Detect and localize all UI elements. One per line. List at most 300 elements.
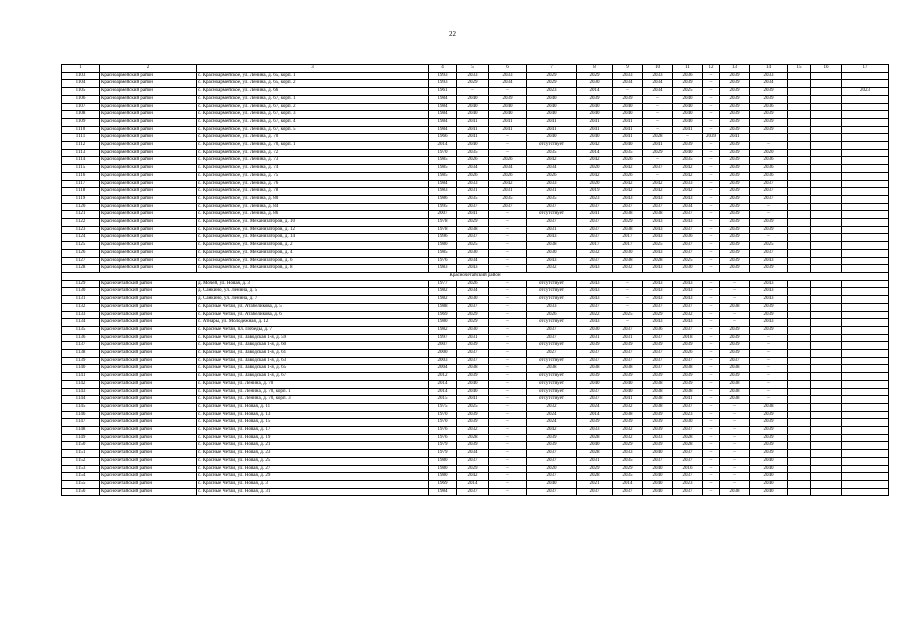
table-cell: 2043 [527, 257, 577, 265]
table-cell [811, 411, 842, 419]
table-cell: 2038 [643, 388, 673, 396]
table-cell: 2040 [750, 457, 788, 465]
table-cell: 2028 [457, 434, 489, 442]
table-cell: 2029 [527, 72, 577, 80]
table-cell: 2040 [577, 442, 613, 450]
table-cell: 2040 [750, 473, 788, 481]
table-cell: 2039 [720, 326, 750, 334]
table-cell: – [720, 442, 750, 450]
table-cell: – [489, 465, 527, 473]
table-cell: 2041 [527, 118, 577, 126]
table-cell: 2038 [577, 365, 613, 373]
table-cell: Красноармейский район [100, 157, 197, 165]
table-cell: Красночетайский район [100, 296, 197, 304]
table-row [62, 350, 889, 358]
table-cell: 2034 [527, 165, 577, 173]
table-cell: 2043 [527, 234, 577, 242]
table-cell [788, 319, 811, 327]
table-cell: 2037 [673, 450, 703, 458]
table-cell: 2038 [527, 242, 577, 250]
table-cell: 2038 [613, 365, 643, 373]
table-cell: 2039 [750, 326, 788, 334]
table-cell: 1979 [429, 442, 457, 450]
table-row [62, 195, 889, 203]
table-cell: 2036 [750, 157, 788, 165]
table-row [62, 242, 889, 250]
table-cell: 1106 [62, 95, 100, 103]
table-cell: 2039 [750, 434, 788, 442]
table-cell [811, 380, 842, 388]
table-cell: 2037 [457, 457, 489, 465]
table-cell: с. Красноармейское, ул. Ленина, д. 67, корп. 4 [197, 118, 429, 126]
table-row [62, 411, 889, 419]
table-cell [788, 80, 811, 88]
table-cell: 2039 [577, 342, 613, 350]
table-cell: 2041 [527, 126, 577, 134]
table-row [62, 203, 889, 211]
table-cell: с. Красные Четаи, ул. Новая, д. 29 [197, 473, 429, 481]
table-cell [788, 234, 811, 242]
table-cell: – [673, 134, 703, 142]
table-cell: с. Красноармейское, ул. Ленина, д. 65, корп. 1 [197, 72, 429, 80]
table-cell: 1118 [62, 188, 100, 196]
table-cell: с. Красные Четаи, ул. Новая, д. 13 [197, 411, 429, 419]
table-cell: 2032 [527, 265, 577, 273]
table-cell [788, 88, 811, 96]
table-cell: – [720, 411, 750, 419]
table-cell: с. Красные Четаи, ул. Заводская 1-я, д. 63 [197, 357, 429, 365]
table-cell: 2037 [643, 303, 673, 311]
table-cell: 2023 [842, 88, 889, 96]
table-cell: 2038 [613, 211, 643, 219]
section-title: Красночетайский район [62, 272, 889, 280]
table-cell: 1996 [429, 234, 457, 242]
table-cell: 1969 [429, 311, 457, 319]
table-cell [842, 319, 889, 327]
table-cell: 2034 [673, 203, 703, 211]
table-cell: 1115 [62, 165, 100, 173]
table-cell: 1132 [62, 303, 100, 311]
table-cell [788, 380, 811, 388]
table-cell: Красноармейский район [100, 95, 197, 103]
table-cell: 2039 [750, 303, 788, 311]
table-cell: с. Красноармейское, ул. Ленина, д. 74 [197, 165, 429, 173]
table-row [62, 149, 889, 157]
table-cell: 2035 [673, 157, 703, 165]
table-cell: – [703, 319, 720, 327]
table-cell [788, 326, 811, 334]
table-cell: – [703, 80, 720, 88]
table-cell: 2007 [429, 342, 457, 350]
table-cell: 2037 [673, 473, 703, 481]
column-number-cell: 3 [197, 65, 429, 73]
table-cell: 2034 [643, 80, 673, 88]
table-cell: 2041 [720, 134, 750, 142]
table-cell: 2037 [613, 350, 643, 358]
table-cell: с. Красноармейское, ул. Ленина, д. 86 [197, 211, 429, 219]
table-cell [842, 311, 889, 319]
table-cell: 2028 [577, 450, 613, 458]
table-cell: 2034 [457, 165, 489, 173]
table-cell: с. Красноармейское, ул. Ленина, д. 84 [197, 203, 429, 211]
table-cell: 2003 [429, 357, 457, 365]
table-cell [811, 311, 842, 319]
table-row [62, 465, 889, 473]
table-cell [842, 211, 889, 219]
table-cell: 2037 [750, 249, 788, 257]
table-cell: – [489, 334, 527, 342]
table-cell: 2040 [673, 118, 703, 126]
table-row [62, 165, 889, 173]
table-cell [842, 473, 889, 481]
table-cell: – [703, 388, 720, 396]
table-cell: 1982 [429, 288, 457, 296]
table-cell: 2039 [613, 95, 643, 103]
table-cell: 2039 [750, 442, 788, 450]
table-cell: 2038 [613, 226, 643, 234]
table-cell: 2039 [613, 373, 643, 381]
table-cell: – [703, 419, 720, 427]
table-cell: 2037 [643, 203, 673, 211]
table-cell: 1975 [429, 403, 457, 411]
table-cell: 2039 [750, 219, 788, 227]
table-cell [811, 280, 842, 288]
table-cell: 2038 [720, 303, 750, 311]
table-cell: 2037 [613, 488, 643, 496]
table-cell: 2042 [643, 188, 673, 196]
table-cell: 2037 [489, 203, 527, 211]
table-cell: – [750, 357, 788, 365]
table-cell: 2004 [429, 365, 457, 373]
table-cell: Красночетайский район [100, 350, 197, 358]
table-cell: 1984 [429, 118, 457, 126]
table-cell: – [703, 357, 720, 365]
table-cell: 2039 [750, 126, 788, 134]
table-cell: 2023 [673, 480, 703, 488]
table-cell: 1122 [62, 219, 100, 227]
table-cell: – [750, 342, 788, 350]
table-cell: 2014 [577, 411, 613, 419]
table-cell: 2040 [673, 95, 703, 103]
table-cell: Красночетайский район [100, 373, 197, 381]
table-cell: 2014 [429, 142, 457, 150]
table-cell: с. Красноармейское, ул. Механизаторов, д. 14 [197, 234, 429, 242]
table-cell: 2042 [673, 165, 703, 173]
table-cell: – [750, 203, 788, 211]
table-cell: 2042 [613, 180, 643, 188]
table-cell: 2037 [457, 488, 489, 496]
table-row [62, 319, 889, 327]
table-cell: Красночетайский район [100, 473, 197, 481]
table-cell: 1141 [62, 373, 100, 381]
table-cell: 2035 [613, 149, 643, 157]
table-cell: 2039 [720, 111, 750, 119]
table-cell: 2038 [750, 403, 788, 411]
table-cell: 2020 [527, 465, 577, 473]
table-cell [842, 226, 889, 234]
table-cell: отсутствует [527, 211, 577, 219]
table-cell: – [703, 165, 720, 173]
table-cell [788, 157, 811, 165]
table-cell: 2028 [673, 434, 703, 442]
table-cell: 2039 [457, 411, 489, 419]
table-cell [811, 142, 842, 150]
table-cell: – [613, 319, 643, 327]
table-cell: 2039 [577, 95, 613, 103]
table-cell: 2039 [720, 126, 750, 134]
table-cell: – [720, 296, 750, 304]
table-cell [842, 434, 889, 442]
table-cell: 2037 [643, 165, 673, 173]
table-cell: 2039 [613, 342, 643, 350]
table-cell: 2040 [457, 95, 489, 103]
table-cell: 2026 [457, 157, 489, 165]
table-row [62, 234, 889, 242]
table-cell [842, 373, 889, 381]
column-number-cell: 13 [720, 65, 750, 73]
table-cell: – [703, 118, 720, 126]
table-cell [811, 172, 842, 180]
table-row [62, 434, 889, 442]
table-cell [811, 118, 842, 126]
table-cell: 1983 [429, 265, 457, 273]
table-cell: 1107 [62, 103, 100, 111]
table-cell: 2038 [673, 365, 703, 373]
table-cell: 2043 [643, 226, 673, 234]
table-cell: Красноармейский район [100, 88, 197, 96]
table-cell: – [489, 296, 527, 304]
table-row [62, 257, 889, 265]
table-cell: с. Красные Четаи, ул. Новая, д. 23 [197, 450, 429, 458]
table-cell: 2037 [673, 457, 703, 465]
table-cell: 2029 [577, 465, 613, 473]
table-cell [842, 149, 889, 157]
table-cell: – [643, 95, 673, 103]
table-cell: Красноармейский район [100, 226, 197, 234]
table-cell: 2041 [613, 396, 643, 404]
table-cell: 1127 [62, 257, 100, 265]
section-row [62, 272, 889, 280]
table-cell: с. Красноармейское, ул. Механизаторов, д. 6 [197, 257, 429, 265]
table-cell [842, 342, 889, 350]
table-cell: 2028 [643, 134, 673, 142]
table-cell: 2040 [527, 103, 577, 111]
table-cell [842, 257, 889, 265]
table-cell: 2039 [613, 419, 643, 427]
table-cell: 2040 [489, 111, 527, 119]
table-cell: 1976 [429, 427, 457, 435]
table-cell: 1980 [429, 457, 457, 465]
table-cell: с. Красные Четаи, ул. Атабеликова, д. 6 [197, 311, 429, 319]
table-cell [811, 226, 842, 234]
table-cell: 2040 [613, 388, 643, 396]
table-cell: 2018 [673, 334, 703, 342]
table-cell: с. Красные Четаи, ул. Новая, д. 31 [197, 488, 429, 496]
table-cell: 2037 [527, 326, 577, 334]
table-cell: с. Красные Четаи, ул. Новая, д. 15 [197, 419, 429, 427]
table-cell: 2040 [527, 111, 577, 119]
table-cell: 2043 [643, 249, 673, 257]
table-cell: 2033 [750, 72, 788, 80]
table-cell: 2029 [577, 72, 613, 80]
table-cell [811, 442, 842, 450]
table-cell: – [489, 442, 527, 450]
table-cell: 2039 [720, 72, 750, 80]
table-cell: с. Красные Четаи, ул. Заводская 1-я, д. 67 [197, 373, 429, 381]
table-cell: 1155 [62, 480, 100, 488]
table-cell: – [703, 396, 720, 404]
table-cell: 1144 [62, 396, 100, 404]
table-cell: 2028 [673, 442, 703, 450]
table-cell: 2037 [673, 357, 703, 365]
table-cell: 2037 [750, 195, 788, 203]
table-cell [788, 219, 811, 227]
table-cell: 2019 [577, 188, 613, 196]
table-cell: – [720, 311, 750, 319]
table-cell: – [489, 319, 527, 327]
table-cell [811, 480, 842, 488]
table-cell: – [703, 195, 720, 203]
column-number-cell: 6 [489, 65, 527, 73]
table-cell: – [489, 303, 527, 311]
table-cell: с. Красноармейское, ул. Механизаторов, д. 2 [197, 242, 429, 250]
table-cell: 2040 [527, 134, 577, 142]
table-cell: 2032 [613, 434, 643, 442]
table-cell: 2030 [673, 265, 703, 273]
table-row [62, 111, 889, 119]
table-cell: – [489, 419, 527, 427]
table-cell: – [643, 157, 673, 165]
table-cell [788, 350, 811, 358]
table-cell: Красночетайский район [100, 326, 197, 334]
table-cell: 2037 [527, 457, 577, 465]
table-cell: 2043 [750, 288, 788, 296]
table-cell: – [489, 211, 527, 219]
table-cell: – [703, 427, 720, 435]
table-cell [788, 211, 811, 219]
table-cell: 2041 [457, 134, 489, 142]
table-cell: 2038 [613, 257, 643, 265]
table-cell: 2043 [577, 265, 613, 273]
table-cell: 2030 [577, 80, 613, 88]
table-cell: 1131 [62, 296, 100, 304]
table-cell [788, 257, 811, 265]
table-cell: 2041 [613, 134, 643, 142]
table-cell: с. Красные Четаи, ул. Заводская 1-я, д. 65 [197, 365, 429, 373]
table-cell: – [457, 88, 489, 96]
table-row [62, 134, 889, 142]
table-cell [788, 203, 811, 211]
table-row [62, 80, 889, 88]
table-cell: 2037 [750, 180, 788, 188]
table-cell [811, 111, 842, 119]
table-cell: 2030 [527, 249, 577, 257]
table-cell: 1966 [429, 134, 457, 142]
table-cell: – [703, 142, 720, 150]
table-cell: 2041 [643, 142, 673, 150]
table-cell: Красноармейский район [100, 257, 197, 265]
table-cell: 2040 [673, 149, 703, 157]
table-cell: 2041 [489, 126, 527, 134]
table-cell: 2037 [673, 211, 703, 219]
table-cell [842, 103, 889, 111]
table-cell: 1988 [429, 303, 457, 311]
table-cell: 2035 [613, 473, 643, 481]
table-cell: 2037 [643, 357, 673, 365]
table-cell: 1977 [429, 280, 457, 288]
table-cell: 1137 [62, 342, 100, 350]
table-cell: 2039 [720, 180, 750, 188]
table-cell: 2036 [750, 103, 788, 111]
table-cell: 2037 [643, 350, 673, 358]
table-cell: 2034 [489, 80, 527, 88]
table-cell: Красночетайский район [100, 288, 197, 296]
table-cell [788, 188, 811, 196]
table-row [62, 280, 889, 288]
table-cell [842, 188, 889, 196]
table-cell [811, 80, 842, 88]
table-cell: – [489, 134, 527, 142]
table-cell: 2030 [457, 296, 489, 304]
table-cell: 2040 [527, 95, 577, 103]
table-cell: 2042 [489, 180, 527, 188]
table-cell: 2043 [750, 319, 788, 327]
table-cell: 2039 [720, 172, 750, 180]
table-cell: Красночетайский район [100, 396, 197, 404]
table-cell [788, 457, 811, 465]
table-row [62, 427, 889, 435]
table-cell: с. Красноармейское, ул. Ленина, д. 76 [197, 180, 429, 188]
table-cell: 1113 [62, 149, 100, 157]
table-cell [842, 403, 889, 411]
table-cell: 2027 [527, 350, 577, 358]
table-cell: 2031 [527, 188, 577, 196]
table-cell: 2014 [577, 149, 613, 157]
table-cell: с. Красные Четаи, ул. Ленина, д. 70, корп. 1 [197, 388, 429, 396]
register-table [61, 64, 889, 496]
table-cell: – [703, 288, 720, 296]
table-cell: – [489, 280, 527, 288]
table-cell: 1997 [429, 334, 457, 342]
table-row [62, 403, 889, 411]
table-cell: – [703, 242, 720, 250]
table-cell: 2039 [489, 95, 527, 103]
table-row [62, 488, 889, 496]
table-cell [811, 195, 842, 203]
table-cell: – [489, 311, 527, 319]
table-cell: – [703, 334, 720, 342]
table-cell [811, 465, 842, 473]
table-cell: 2038 [457, 365, 489, 373]
table-cell: 2043 [750, 296, 788, 304]
table-cell: 1105 [62, 88, 100, 96]
table-cell: 2038 [720, 380, 750, 388]
table-cell: 2012 [429, 373, 457, 381]
table-cell [842, 357, 889, 365]
table-cell: 2039 [720, 157, 750, 165]
table-cell: – [613, 280, 643, 288]
table-cell: 2025 [613, 311, 643, 319]
table-cell: Красноармейский район [100, 219, 197, 227]
table-cell: 2033 [613, 72, 643, 80]
table-cell [811, 88, 842, 96]
table-cell: с. Красноармейское, ул. Ленина, д. 70, корп. 1 [197, 142, 429, 150]
table-cell: 2038 [643, 396, 673, 404]
table-cell: 2015 [429, 396, 457, 404]
table-cell: – [750, 142, 788, 150]
table-cell: 2033 [673, 180, 703, 188]
table-cell [842, 450, 889, 458]
